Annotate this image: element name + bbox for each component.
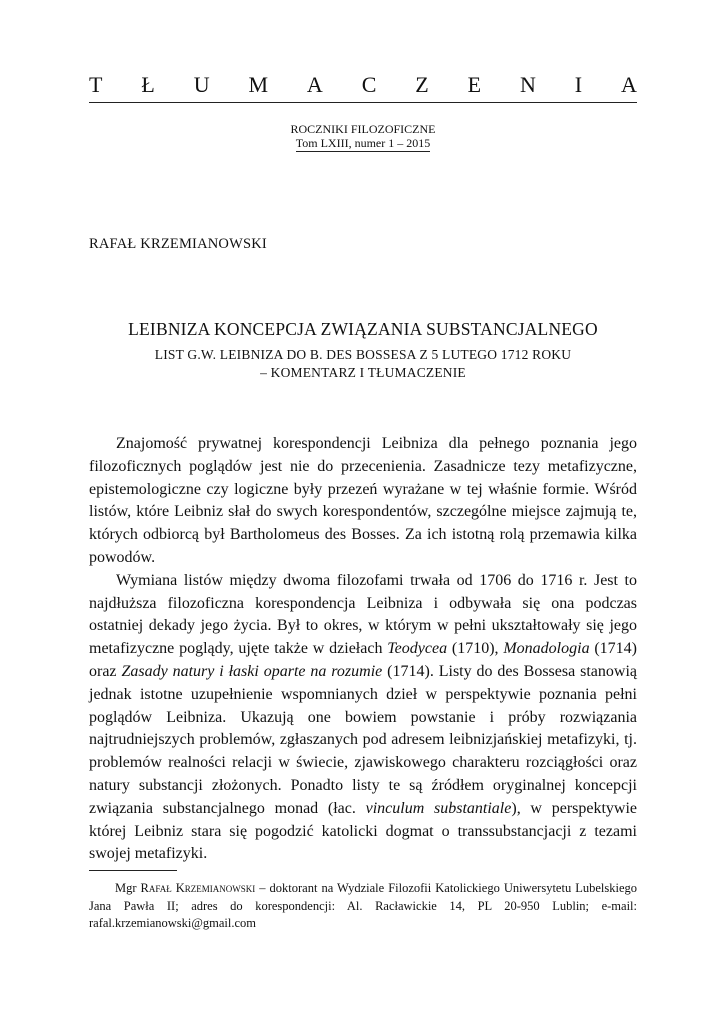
- work-title: Zasady natury i łaski oparte na rozumie: [121, 662, 383, 680]
- article-subtitle: [89, 346, 637, 382]
- text-run: Wymiana listów między dwoma filozofami trwała od 1706 do 1716 r. Jest to najdłuższa filozoficzna korespondencja Leibniza i odbywała się ona podczas ostatniej dekady jego życia. Był to okres, w którym w pełni ukształtowały się jego metafizyczne poglądy, ujęte także w dziełach: [89, 571, 637, 658]
- footnote-author: Rafał Krzemianowski: [140, 881, 256, 895]
- journal-info: [0, 122, 726, 152]
- title-block: [89, 318, 637, 382]
- footnote-divider: [89, 870, 177, 871]
- paragraph: [89, 570, 637, 866]
- section-letter: Ł: [141, 72, 155, 97]
- journal-issue: Tom LXIII, numer 1 – 2015: [295, 136, 431, 150]
- work-title: Monadologia: [503, 640, 590, 658]
- section-letter: C: [361, 72, 377, 97]
- text-run: (1710),: [447, 640, 504, 658]
- journal-name: ROCZNIKI FILOZOFICZNE: [290, 122, 436, 136]
- section-letter: U: [193, 72, 210, 97]
- header-divider: [89, 102, 637, 103]
- section-letter: A: [620, 72, 637, 97]
- section-letter: E: [467, 72, 482, 97]
- section-letter: M: [248, 72, 269, 97]
- latin-term: vinculum substantiale: [365, 799, 512, 817]
- footnote-prefix: Mgr: [115, 881, 141, 895]
- subtitle-line: – KOMENTARZ I TŁUMACZENIE: [260, 365, 466, 380]
- author-name: RAFAŁ KRZEMIANOWSKI: [89, 236, 267, 252]
- section-letter: A: [306, 72, 323, 97]
- subtitle-line: LIST G.W. LEIBNIZA DO B. DES BOSSESA Z 5 LUTEGO 1712 ROKU: [154, 347, 572, 362]
- paragraph: Znajomość prywatnej korespondencji Leibniza dla pełnego poznania jego filozoficznych poglądów jest nie do przecenienia. Zasadnicze tezy metafizyczne, epistemologiczne czy logiczne były przezeń wyrażane w tej właśnie formie. Wśród listów, które Leibniz słał do swych korespondentów, szczególne miejsce zajmują te, których odbiorcą był Bartholomeus des Bosses. Za ich istotną rolą przemawia kilka powodów.: [89, 435, 637, 566]
- text-run: (1714) oraz: [89, 640, 638, 680]
- article-body: [89, 433, 637, 866]
- section-letter: T: [89, 72, 103, 97]
- section-header: [89, 72, 637, 98]
- section-letter: Z: [415, 72, 429, 97]
- article-title: LEIBNIZA KONCEPCJA ZWIĄZANIA SUBSTANCJALNEGO: [128, 319, 598, 339]
- text-run: (1714). Listy do des Bossesa stanowią jednak istotne uzupełnienie wspomnianych dzieł w perspektywie poznania pełni poglądów Leibniza. Ukazują one bowiem powstanie i próby rozwiązania najtrudniejszych problemów, zgłaszanych pod adresem leibnizjańskiej metafizyki, tj. problemów realności relacji w świecie, zjawiskowego charakteru rozciągłości oraz natury substancji złożonych. Ponadto listy te są źródłem oryginalnej koncepcji związania substancjalnego monad (łac.: [89, 662, 637, 817]
- footnote-text: – doktorant na Wydziale Filozofii Katolickiego Uniwersytetu Lubelskiego Jana Pawła II; adres do korespondencji: Al. Racławickie 14, PL 20-950 Lublin; e-mail: rafal.krzemianowski@gmail.com: [89, 881, 637, 930]
- section-letter: N: [519, 72, 536, 97]
- work-title: Teodycea: [387, 640, 448, 658]
- section-letter: I: [574, 72, 583, 97]
- text-run: ), w perspektywie której Leibniz stara się pogodzić katolicki dogmat o transsubstancjacji z tezami swojej metafizyki.: [89, 799, 638, 863]
- footnote: [89, 880, 637, 933]
